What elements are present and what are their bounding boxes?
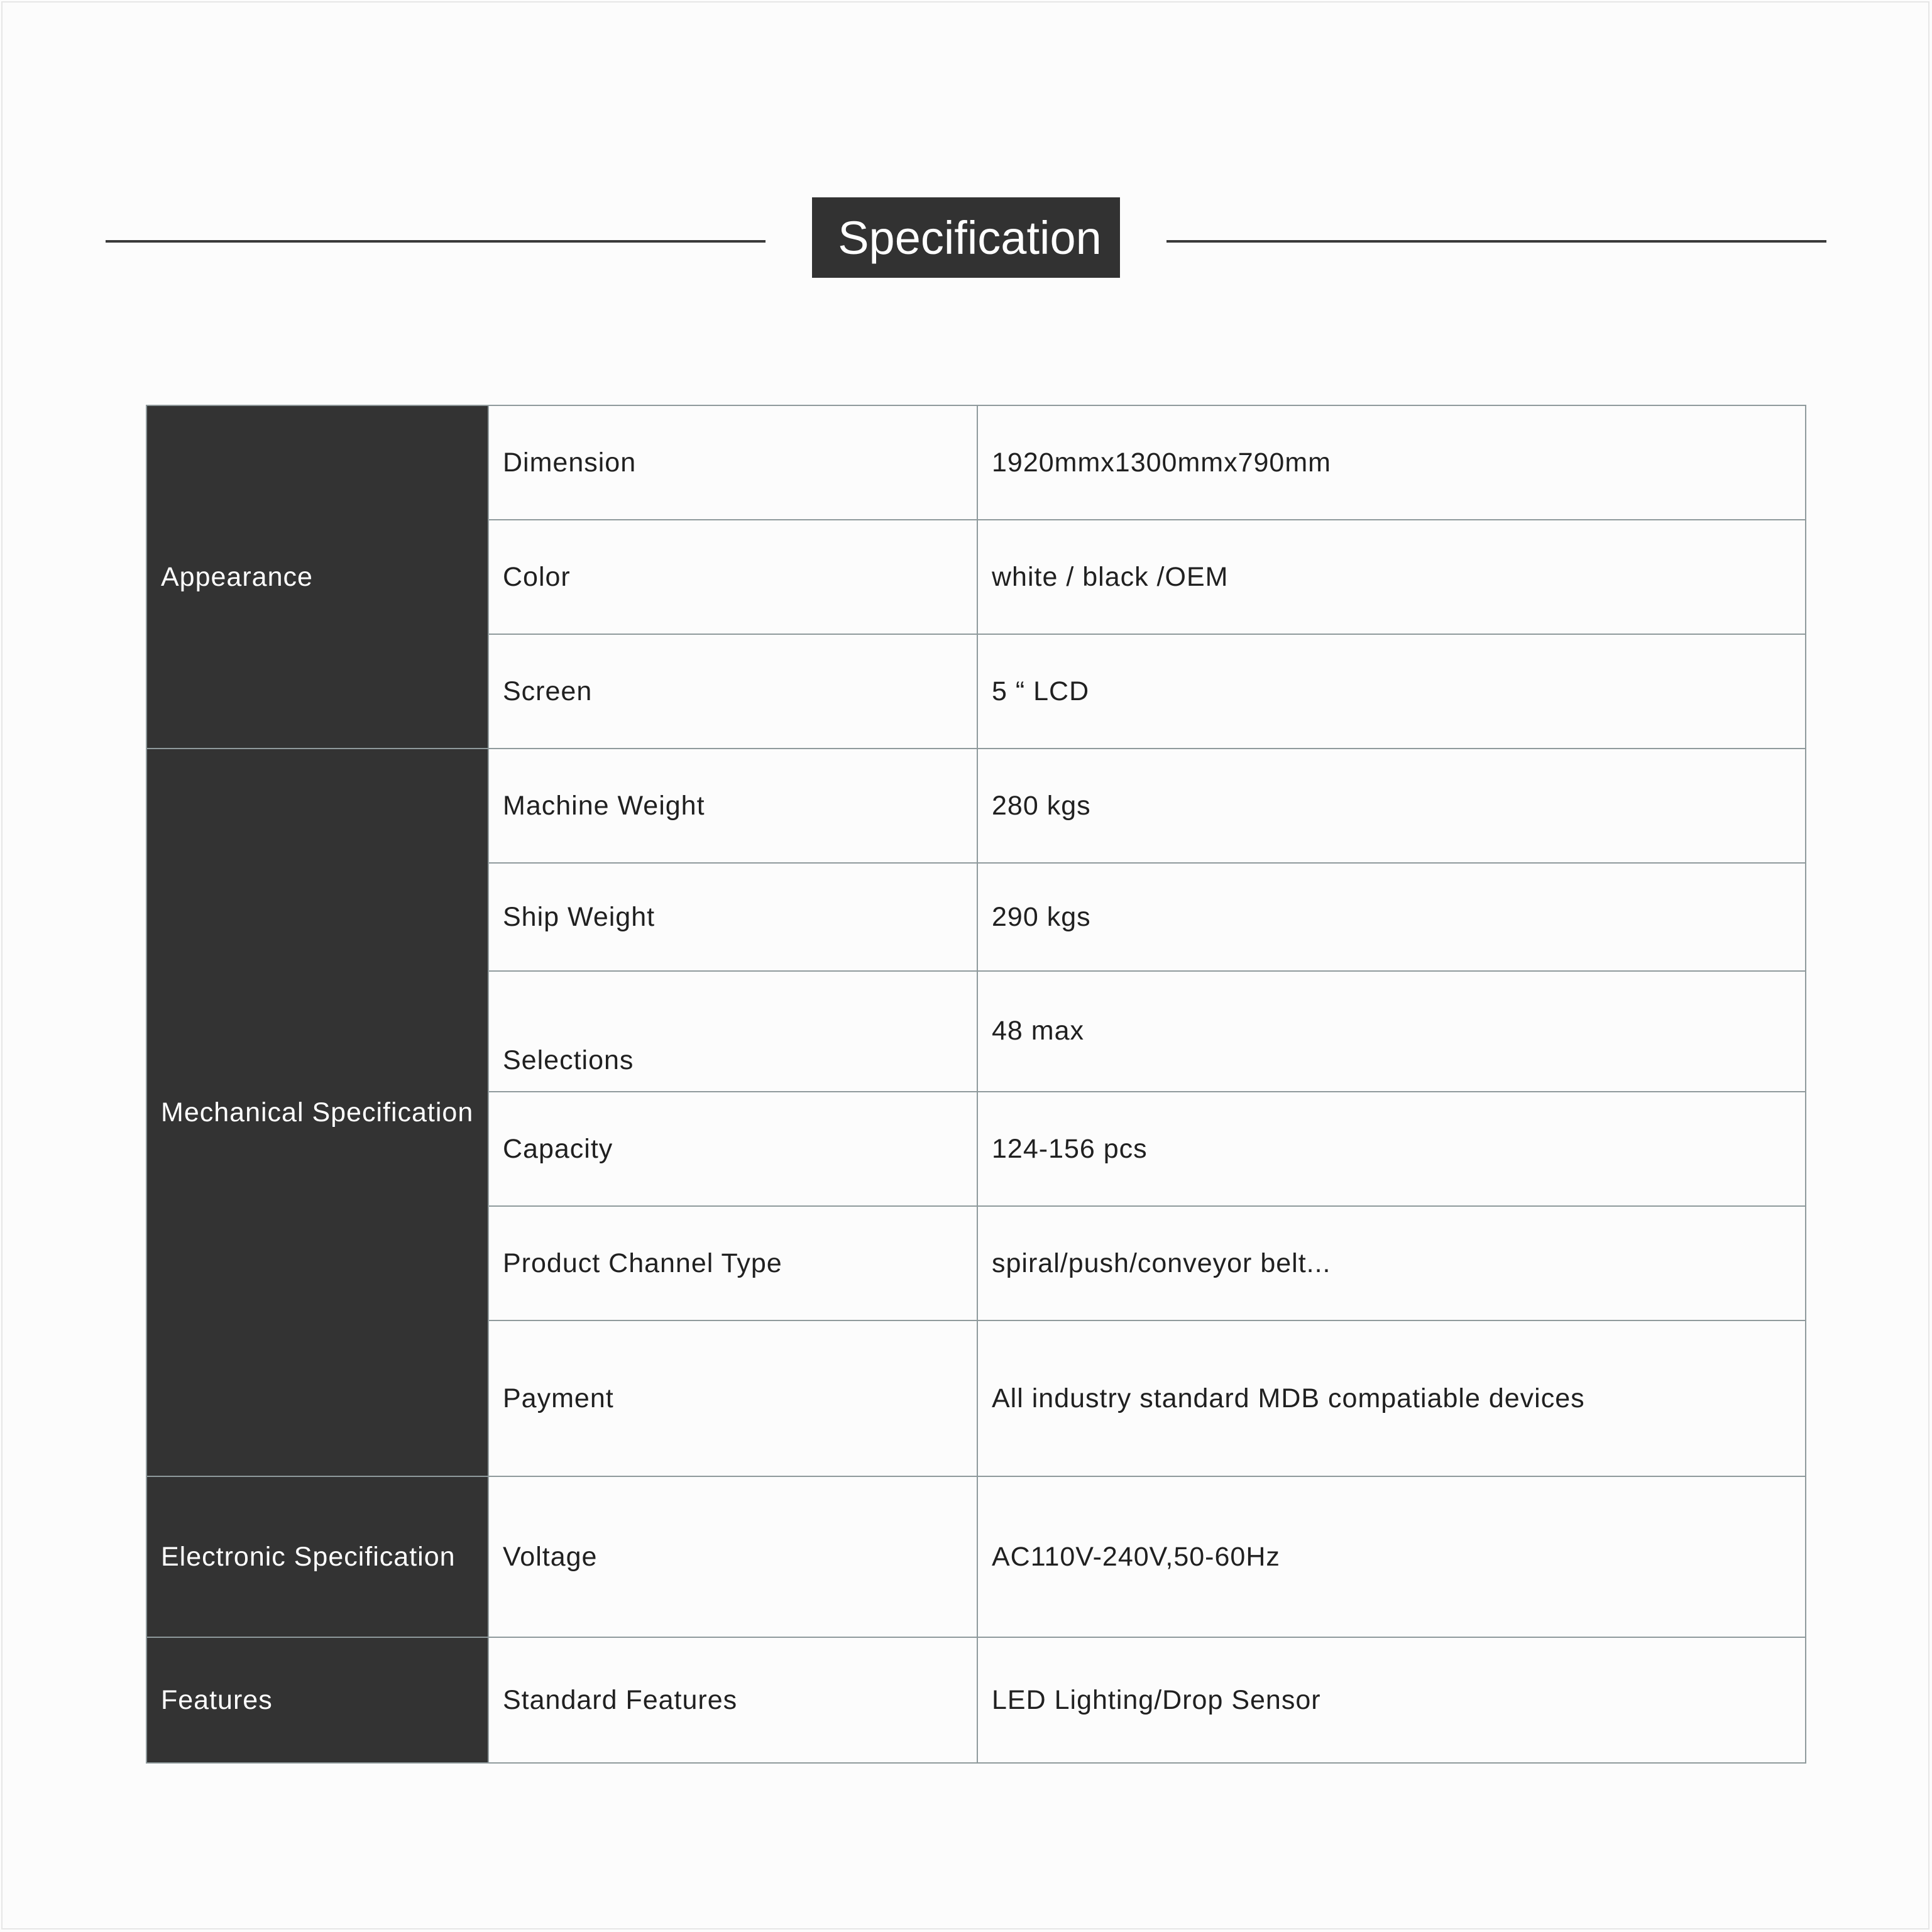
category-electronic-specification: Electronic Specification: [146, 1476, 488, 1637]
table-row: [146, 1476, 1806, 1637]
table-row: [146, 405, 1806, 520]
spec-item-label: Capacity: [488, 1092, 977, 1206]
spec-item-label: Dimension: [488, 405, 977, 520]
spec-item-value: 280 kgs: [977, 749, 1806, 863]
spec-item-label: Screen: [488, 634, 977, 749]
title-rule-left: [106, 240, 766, 243]
spec-item-value: 48 max: [977, 971, 1806, 1092]
category-features: Features: [146, 1637, 488, 1763]
title-rule-right: [1166, 240, 1826, 243]
spec-item-label: Color: [488, 520, 977, 634]
spec-item-value: spiral/push/conveyor belt...: [977, 1206, 1806, 1320]
spec-item-label: Voltage: [488, 1476, 977, 1637]
table-row: [146, 749, 1806, 863]
spec-item-label: Machine Weight: [488, 749, 977, 863]
spec-item-value: AC110V-240V,50-60Hz: [977, 1476, 1806, 1637]
spec-item-label: Product Channel Type: [488, 1206, 977, 1320]
spec-item-label: Payment: [488, 1320, 977, 1476]
spec-item-value: 290 kgs: [977, 863, 1806, 971]
page-title: Specification: [812, 197, 1120, 278]
spec-item-label: Standard Features: [488, 1637, 977, 1763]
table-row: [146, 1637, 1806, 1763]
category-appearance: Appearance: [146, 405, 488, 749]
spec-item-value: All industry standard MDB compatiable devices: [977, 1320, 1806, 1476]
category-mechanical-specification: Mechanical Specification: [146, 749, 488, 1476]
spec-item-label: Ship Weight: [488, 863, 977, 971]
spec-item-value: 1920mmx1300mmx790mm: [977, 405, 1806, 520]
spec-item-value: 5 “ LCD: [977, 634, 1806, 749]
specification-table: [146, 405, 1806, 1764]
spec-item-label: Selections: [488, 971, 977, 1092]
spec-item-value: white / black /OEM: [977, 520, 1806, 634]
spec-item-value: LED Lighting/Drop Sensor: [977, 1637, 1806, 1763]
spec-item-value: 124-156 pcs: [977, 1092, 1806, 1206]
